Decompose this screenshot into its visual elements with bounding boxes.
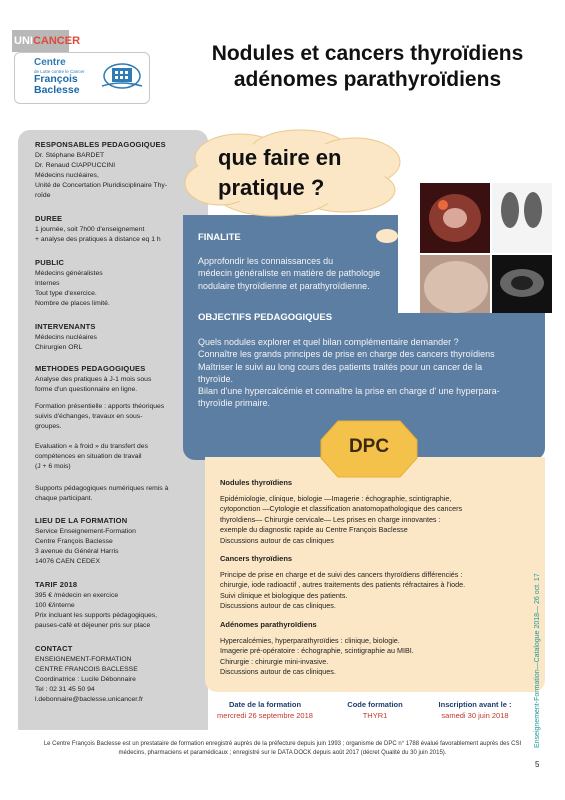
lieu-heading: LIEU DE LA FORMATION: [35, 516, 128, 525]
contact-text: ENSEIGNEMENT-FORMATION CENTRE FRANCOIS BACLESSE Coordinatrice : Lucile Débonnaire Tel : 02 31 45 50 94 l.debonnaire@baclesse.unicancer.fr: [35, 656, 144, 703]
methodes-text: Evaluation « à froid » du transfert des compétences en situation de travail (J + 6 mois): [35, 443, 148, 470]
date-value: mercredi 26 septembre 2018: [217, 711, 313, 720]
tarif-text: 395 € /médecin en exercice 100 €/interne Prix incluant les supports pédagogiques, pauses-café et déjeuner pris sur place: [35, 592, 158, 629]
cancers-heading: Cancers thyroïdiens: [220, 554, 293, 563]
responsables-heading: RESPONSABLES PEDAGOGIQUES: [35, 140, 166, 149]
logo-name-text: François: [34, 73, 78, 85]
adenomes-heading: Adénomes parathyroïdiens: [220, 620, 317, 629]
cloud-text: pratique ?: [218, 175, 325, 200]
page-subtitle: adénomes parathyroïdiens: [233, 68, 502, 91]
methodes-text: Supports pédagogiques numériques remis à chaque participant.: [35, 485, 169, 502]
dpc-label: DPC: [348, 436, 390, 457]
inscription-label: Inscription avant le :: [438, 700, 512, 709]
tarif-heading: TARIF 2018: [35, 580, 78, 589]
objectifs-heading: OBJECTIFS PEDAGOGIQUES: [198, 312, 333, 323]
intervenants-heading: INTERVENANTS: [35, 322, 96, 331]
footnote: Le Centre François Baclesse est un prestataire de formation enregistré auprès de la préfecture depuis juin 1993 ; organisme de DPC n° 1788 évalué favorablement auprès des CSI médecins, pharmaciens et paramédicaux ; enregistré sur le DATA DOCK depuis août 2017 (décret Qualité du 30 juin 2015).: [43, 741, 522, 756]
scintigraphy-image: [492, 183, 552, 253]
medical-images: [398, 175, 553, 313]
duree-text: 1 journée, soit 7h00 d'enseignement + analyse des pratiques à distance eq 1 h: [35, 226, 161, 243]
code-label: Code formation: [347, 700, 403, 709]
finalite-heading: FINALITE: [198, 232, 241, 243]
finalite-text: Approfondir les connaissances du médecin généraliste en matière de pathologie nodulaire thyroïdienne et parathyroïdienne.: [198, 256, 381, 291]
logo-sub-text: de Lutte contre le Cancer: [34, 69, 85, 74]
adenomes-text: Hypercalcémies, hyperparathyroïdies : clinique, biologie. Imagerie pré-opératoire : échographie, scintigraphie au MIBI. Chirurgie : chirurgie mini-invasive. Discussions autour de cas cliniques.: [220, 636, 414, 677]
intervenants-text: Médecins nucléaires Chirurgien ORL: [35, 334, 97, 351]
methodes-heading: METHODES PEDAGOGIQUES: [35, 364, 146, 373]
lieu-text: Service Enseignement-Formation Centre François Baclesse 3 avenue du Général Harris 14076 CAEN CEDEX: [35, 528, 136, 565]
nodules-text: Epidémiologie, clinique, biologie —Imagerie : échographie, scintigraphie, cytoponction —Cytologie et classification anatomopathologique des cancers thyroïdiens— Chirurgie cervicale— Les prises en charge innovantes : exemple du diagnostic rapide au Centre François Baclesse Discussions autour de cas cliniques: [220, 494, 463, 545]
responsables-text: Dr. Stéphane BARDET Dr. Renaud CIAPPUCCINI Médecins nucléaires, Unité de Concertation Pluridisciplinaire Thy- roïde: [35, 152, 168, 199]
nodules-heading: Nodules thyroïdiens: [220, 478, 293, 487]
logo-name-text: Baclesse: [34, 84, 80, 96]
page-number: 5: [535, 760, 540, 769]
public-heading: PUBLIC: [35, 258, 65, 267]
public-text: Médecins généralistes Internes Tout type d'exercice. Nombre de places limité.: [35, 270, 110, 307]
contact-heading: CONTACT: [35, 644, 73, 653]
objectifs-text: Quels nodules explorer et quel bilan complémentaire demander ? Connaître les grands principes de prise en charge des cancers thyroïdiens Maîtriser le suivi au long cours des patients traités pour un cancer de la thyroïde. Bilan d'une hypercalcémie et connaître la prise en charge d' une hyperpara- thyroïdie primaire.: [198, 337, 500, 409]
side-note: Enseignement-Formation—Catalogue 2018— 26 oct. 17: [534, 573, 541, 748]
methodes-text: Analyse des pratiques à J-1 mois sous forme d'un questionnaire en ligne.: [35, 376, 152, 393]
code-value: THYR1: [362, 711, 388, 720]
methodes-text: Formation présentielle : apports théoriques suivis d'échanges, travaux en sous- groupes.: [35, 403, 165, 430]
duree-heading: DUREE: [35, 214, 63, 223]
date-label: Date de la formation: [228, 700, 302, 709]
logo-centre-text: Centre: [34, 57, 66, 68]
page-title: Nodules et cancers thyroïdiens: [211, 42, 524, 65]
unicancer-logo: UNICANCER: [12, 30, 69, 52]
inscription-value: samedi 30 juin 2018: [441, 711, 509, 720]
cancers-text: Principe de prise en charge et de suivi des cancers thyroïdiens différenciés : chirurgie, iode radioactif , autres traitements des patients réfractaires à l'iode. Suivi clinique et biologique des patients. Discussions autour de cas cliniques.: [220, 570, 466, 611]
logo-emblem-icon: [100, 60, 144, 92]
cloud-text: que faire en: [218, 145, 342, 170]
